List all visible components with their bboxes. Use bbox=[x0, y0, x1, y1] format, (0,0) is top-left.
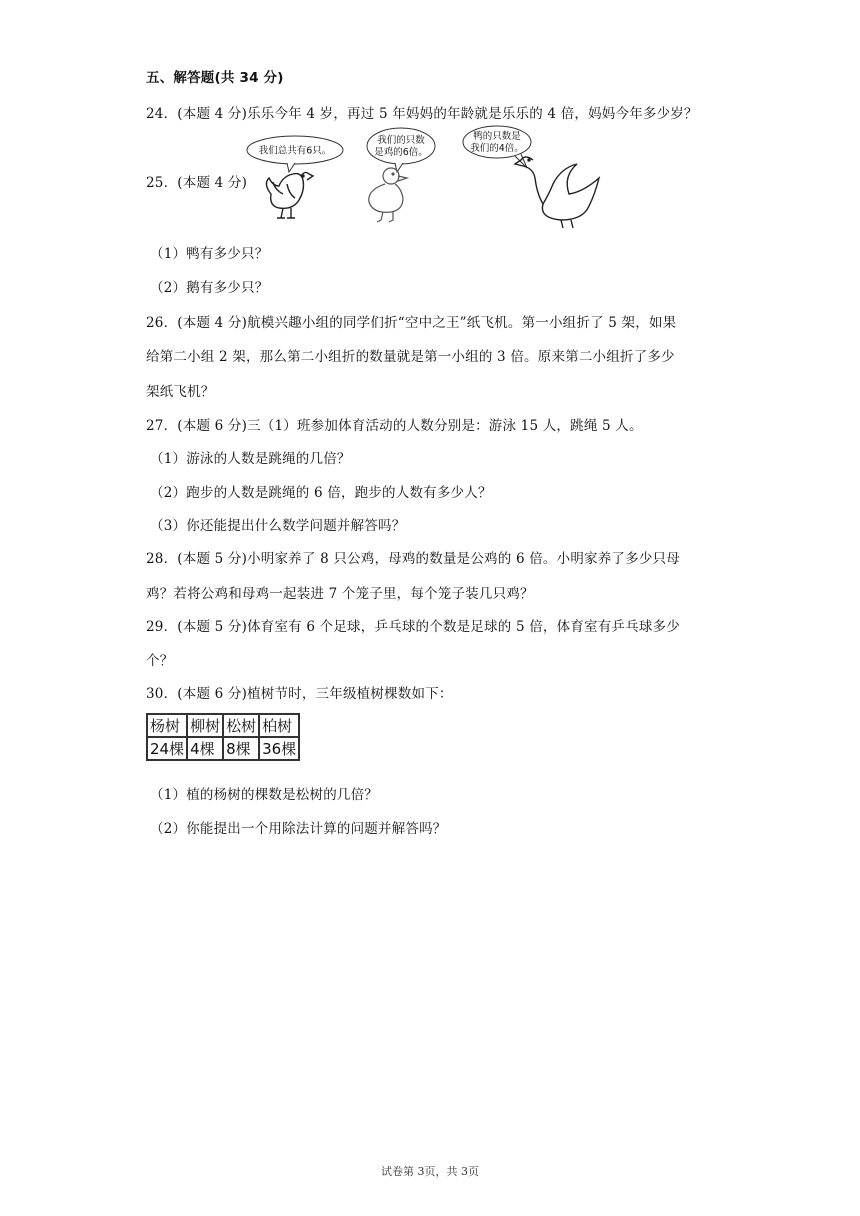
table-value-cell: 36棵 bbox=[259, 737, 299, 760]
page-footer: 试卷第 3页，共 3页 bbox=[381, 1165, 479, 1178]
question-25-label: 25．(本题 4 分) bbox=[146, 175, 248, 191]
table-header-cell: 杨树 bbox=[147, 714, 187, 737]
question-27-sub1: （1）游泳的人数是跳绳的几倍？ bbox=[150, 451, 351, 467]
question-28-line1: 28．(本题 5 分)小明家养了 8 只公鸡，母鸡的数量是公鸡的 6 倍。小明家养了多少只母 bbox=[146, 551, 680, 567]
question-29-line1: 29．(本题 5 分)体育室有 6 个足球，乒乓球的个数是足球的 5 倍，体育室有乒乓球多少 bbox=[146, 619, 680, 635]
table-value-cell: 4棵 bbox=[187, 737, 223, 760]
question-26-line1: 26．(本题 4 分)航模兴趣小组的同学们折“空中之王”纸飞机。第一小组折了 5 架，如果 bbox=[146, 315, 677, 331]
question-27-sub3: （3）你还能提出什么数学问题并解答吗？ bbox=[150, 518, 406, 534]
duck-bubble-line2: 是鸡的6倍。 bbox=[374, 147, 428, 158]
goose-bubble-line1: 鸭的只数是 bbox=[473, 131, 521, 142]
goose-speech-bubble bbox=[463, 126, 531, 168]
question-30: 30．(本题 6 分)植树节时，三年级植树棵数如下： bbox=[146, 686, 453, 702]
question-28-line2: 鸡？若将公鸡和母鸡一起装进 7 个笼子里，每个笼子装几只鸡？ bbox=[146, 586, 534, 602]
section-title: 五、解答题(共 34 分) bbox=[146, 70, 284, 86]
duck-bubble-line1: 我们的只数 bbox=[377, 135, 425, 146]
goose-icon bbox=[515, 157, 599, 228]
question-27-sub2: （2）跑步的人数是跳绳的 6 倍，跑步的人数有多少人？ bbox=[150, 485, 492, 501]
question-25-sub2: （2）鹅有多少只？ bbox=[150, 280, 269, 296]
question-30-sub1: （1）植的杨树的棵数是松树的几倍？ bbox=[150, 787, 378, 803]
duck-icon bbox=[369, 168, 407, 222]
question-26-line2: 给第二小组 2 架，那么第二小组折的数量就是第一小组的 3 倍。原来第二小组折了多少 bbox=[146, 349, 675, 365]
table-header-cell: 松树 bbox=[223, 714, 259, 737]
question-26-line3: 架纸飞机？ bbox=[146, 384, 215, 400]
chicken-icon bbox=[266, 172, 313, 218]
table-value-row bbox=[147, 737, 299, 760]
duck-speech-bubble bbox=[367, 128, 435, 172]
question-27: 27．(本题 6 分)三（1）班参加体育活动的人数分别是：游泳 15 人，跳绳 5 人。 bbox=[146, 418, 643, 434]
tree-count-table bbox=[146, 713, 300, 761]
table-value-cell: 24棵 bbox=[147, 737, 187, 760]
table-header-row bbox=[147, 714, 299, 737]
chicken-speech-bubble bbox=[247, 136, 343, 172]
question-30-sub2: （2）你能提出一个用除法计算的问题并解答吗？ bbox=[150, 821, 447, 837]
table-header-cell: 柳树 bbox=[187, 714, 223, 737]
goose-bubble-line2: 我们的4倍。 bbox=[470, 143, 524, 154]
question-29-line2: 个？ bbox=[146, 653, 174, 669]
table-header-cell: 柏树 bbox=[259, 714, 299, 737]
question-25-sub1: （1）鸭有多少只？ bbox=[150, 246, 269, 262]
animals-illustration bbox=[243, 124, 603, 232]
chicken-bubble-text: 我们总共有6只。 bbox=[258, 145, 332, 157]
question-24: 24．(本题 4 分)乐乐今年 4 岁，再过 5 年妈妈的年龄就是乐乐的 4 倍，妈妈今年多少岁？ bbox=[146, 106, 698, 122]
table-value-cell: 8棵 bbox=[223, 737, 259, 760]
